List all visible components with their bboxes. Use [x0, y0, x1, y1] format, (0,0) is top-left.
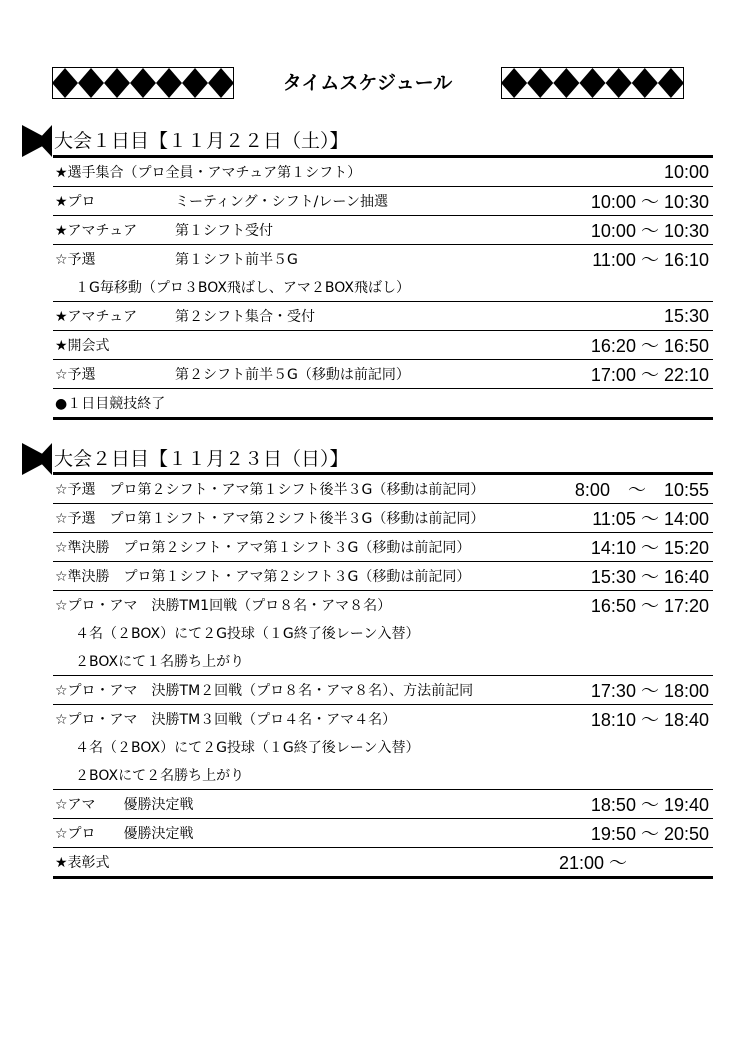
- event-detail: 第１シフト受付: [175, 223, 273, 239]
- event-cell: [53, 623, 559, 643]
- schedule-row: [53, 245, 713, 273]
- event-label: ★アマチュア: [55, 223, 138, 239]
- schedule-row: [53, 273, 713, 302]
- schedule-row: [53, 591, 713, 619]
- event-label: ★開会式: [55, 338, 110, 354]
- schedule-row: [53, 790, 713, 819]
- event-cell: [53, 595, 559, 615]
- schedule-row: [53, 302, 713, 331]
- banner-title: タイムスケジュール: [282, 72, 453, 94]
- time-cell: 15:30: [663, 305, 709, 326]
- event-cell: [53, 537, 559, 557]
- event-label: ☆プロ 優勝決定戦: [55, 826, 194, 842]
- event-label: ☆準決勝 プロ第２シフト・アマ第１シフト３G（移動は前記同）: [55, 540, 471, 556]
- event-cell: [53, 220, 559, 240]
- schedule-row: [53, 761, 713, 790]
- event-cell: [53, 765, 559, 785]
- time-cell: 16:50 ～ 17:20: [590, 596, 709, 616]
- event-detail: 第２シフト集合・受付: [175, 309, 315, 325]
- schedule-row: [53, 475, 713, 504]
- schedule-row: [53, 331, 713, 360]
- event-detail: 第２シフト前半５G（移動は前記同）: [175, 367, 410, 383]
- event-detail: 第１シフト前半５G: [175, 252, 298, 268]
- event-label: ★アマチュア: [55, 309, 138, 325]
- event-label: ☆アマ 優勝決定戦: [55, 797, 194, 813]
- time-cell: 18:50 ～ 19:40: [590, 795, 709, 815]
- event-cell: [53, 566, 559, 586]
- day2-schedule-table: [53, 472, 713, 879]
- time-cell: 8:00 ～ 10:55: [574, 480, 709, 500]
- time-cell: 15:30 ～ 16:40: [590, 567, 709, 587]
- event-label: ☆プロ・アマ 決勝TM２回戦（プロ８名・アマ８名）、方法前記同: [55, 683, 474, 699]
- time-cell: 11:05 ～ 14:00: [592, 509, 709, 529]
- time-cell: 14:10 ～ 15:20: [590, 538, 709, 558]
- diamond-ornament-right-icon: [501, 67, 684, 99]
- time-cell: 16:20 ～ 16:50: [590, 336, 709, 356]
- event-cell: [53, 191, 559, 211]
- event-cell: [53, 162, 559, 182]
- event-label: ★選手集合（プロ全員・アマチュア第１シフト）: [55, 165, 362, 181]
- time-cell: 18:10 ～ 18:40: [590, 710, 709, 730]
- schedule-row: [53, 676, 713, 705]
- event-label: ☆予選 プロ第１シフト・アマ第２シフト後半３G（移動は前記同）: [55, 511, 485, 527]
- schedule-row: [53, 705, 713, 733]
- schedule-row: [53, 360, 713, 389]
- schedule-row: [53, 158, 713, 187]
- schedule-row: [53, 187, 713, 216]
- event-label: ☆プロ・アマ 決勝TM1回戦（プロ８名・アマ８名）: [55, 598, 392, 614]
- schedule-row: [53, 389, 713, 417]
- schedule-row: [53, 533, 713, 562]
- event-cell: [53, 852, 553, 872]
- schedule-row: [53, 848, 713, 876]
- event-cell: [53, 393, 559, 413]
- event-cell: [53, 249, 559, 269]
- time-cell: 10:00: [663, 161, 709, 182]
- event-cell: [53, 737, 559, 757]
- time-cell: 11:00 ～ 16:10: [592, 250, 709, 270]
- time-cell: 17:00 ～ 22:10: [590, 365, 709, 385]
- time-cell: 21:00 ～: [559, 853, 628, 873]
- day1-title: 大会１日目【１１月２２日（土）】: [54, 130, 349, 152]
- event-cell: [53, 709, 559, 729]
- time-cell: 10:00 ～ 10:30: [590, 221, 709, 241]
- event-label: ☆予選: [55, 252, 96, 268]
- event-label: ●１日目競技終了: [55, 396, 166, 412]
- event-cell: [53, 794, 559, 814]
- event-label: ４名（２BOX）にて２G投球（１G終了後レーン入替）: [75, 740, 420, 756]
- day2-header: [22, 443, 712, 475]
- event-cell: [53, 680, 559, 700]
- day1-header: [22, 125, 712, 157]
- event-label: ☆予選: [55, 367, 96, 383]
- time-cell: 10:00 ～ 10:30: [590, 192, 709, 212]
- schedule-row: [53, 216, 713, 245]
- event-cell: [53, 508, 559, 528]
- event-label: ２BOXにて２名勝ち上がり: [75, 768, 245, 784]
- time-cell: 17:30 ～ 18:00: [590, 681, 709, 701]
- event-label: ★プロ: [55, 194, 96, 210]
- event-label: ☆予選 プロ第２シフト・アマ第１シフト後半３G（移動は前記同）: [55, 482, 485, 498]
- event-cell: [53, 651, 559, 671]
- event-cell: [53, 823, 559, 843]
- schedule-row: [53, 819, 713, 848]
- event-label: ☆プロ・アマ 決勝TM３回戦（プロ４名・アマ４名）: [55, 712, 397, 728]
- event-label: ２BOXにて１名勝ち上がり: [75, 654, 245, 670]
- schedule-row: [53, 619, 713, 647]
- event-label: ☆準決勝 プロ第１シフト・アマ第２シフト３G（移動は前記同）: [55, 569, 471, 585]
- schedule-row: [53, 733, 713, 761]
- day2-title: 大会２日目【１１月２３日（日）】: [54, 448, 349, 470]
- event-cell: [53, 335, 559, 355]
- event-cell: [53, 364, 559, 384]
- event-detail: ミーティング・シフト/レーン抽選: [175, 194, 389, 210]
- title-banner: [52, 67, 684, 99]
- event-cell: [53, 479, 559, 499]
- bowtie-icon: [22, 125, 52, 157]
- schedule-row: [53, 504, 713, 533]
- schedule-row: [53, 562, 713, 591]
- event-label: １G毎移動（プロ３BOX飛ばし、アマ２BOX飛ばし）: [75, 280, 410, 296]
- event-label: ４名（２BOX）にて２G投球（１G終了後レーン入替）: [75, 626, 420, 642]
- diamond-ornament-left-icon: [52, 67, 234, 99]
- event-label: ★表彰式: [55, 855, 110, 871]
- day1-schedule-table: [53, 155, 713, 420]
- time-cell: 19:50 ～ 20:50: [590, 824, 709, 844]
- event-cell: [53, 277, 559, 297]
- bowtie-icon: [22, 443, 52, 475]
- schedule-row: [53, 647, 713, 676]
- event-cell: [53, 306, 559, 326]
